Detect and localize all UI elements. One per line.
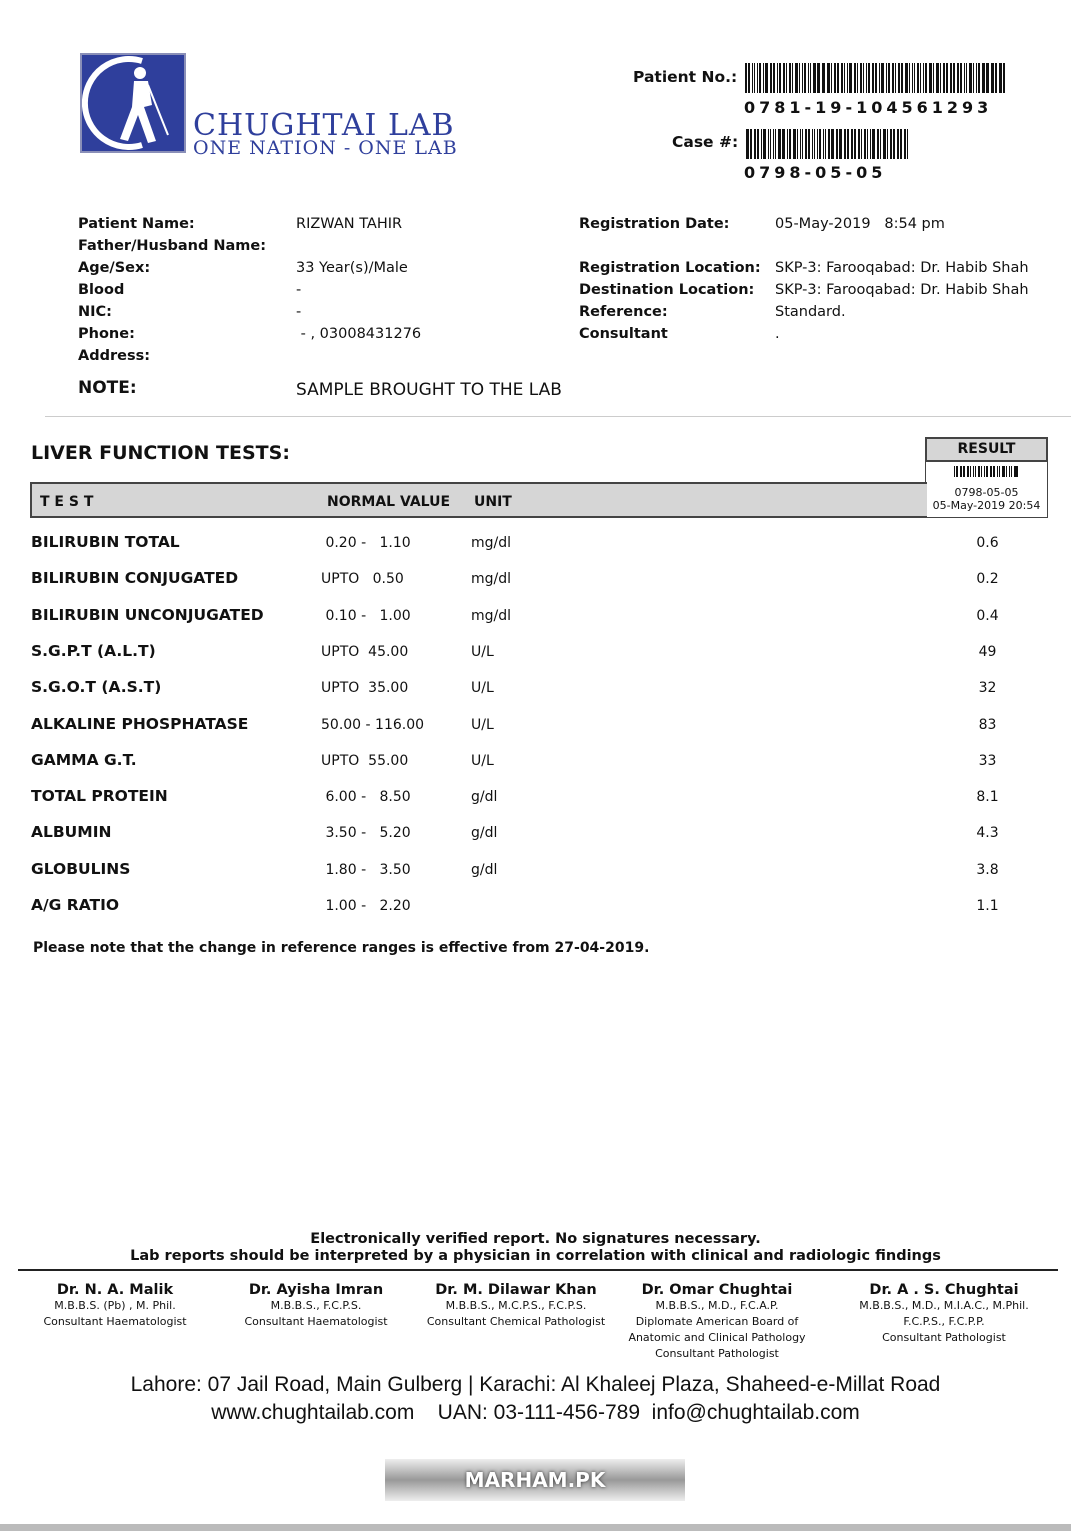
table-header [30, 482, 927, 518]
barcode-bar [978, 63, 981, 93]
barcode-bar [827, 63, 830, 93]
barcode-bar [765, 63, 768, 93]
barcode-bar [804, 63, 806, 93]
table-row [0, 680, 1071, 700]
barcode-bar [872, 129, 875, 159]
barcode-bar [986, 466, 988, 477]
barcode-bar [904, 129, 906, 159]
test-name: ALKALINE PHOSPHATASE [31, 714, 249, 733]
interpret-note: Lab reports should be interpreted by a physician in correlation with clinical and radiologic findings [130, 1248, 941, 1264]
barcode-bar [967, 466, 969, 477]
barcode-bar [1014, 466, 1015, 477]
patient-no: 0781-19-104561293 [744, 98, 993, 117]
normal-value: UPTO 0.50 [321, 571, 404, 588]
barcode-bar [981, 466, 983, 477]
result-case: 0798-05-05 [954, 486, 1019, 499]
doctor-name: Dr. M. Dilawar Khan [435, 1282, 597, 1298]
barcode-bar [844, 129, 847, 159]
barcode-bar [858, 129, 860, 159]
doctor-name: Dr. A . S. Chughtai [869, 1282, 1019, 1298]
doctor-credit [844, 1282, 1044, 1346]
barcode-bar [993, 466, 995, 477]
result-value: 8.1 [976, 789, 999, 806]
normal-value: 6.00 - 8.50 [321, 789, 411, 806]
barcode-bar [817, 129, 818, 159]
normal-value: UPTO 55.00 [321, 752, 409, 769]
footer-divider [18, 1269, 1058, 1271]
barcode-bar [898, 63, 900, 93]
barcode-bar [973, 63, 974, 93]
page-bottom-edge [0, 1524, 1071, 1531]
barcode-bar [905, 63, 908, 93]
barcode-bar [802, 63, 804, 93]
barcode-bar [870, 129, 871, 159]
test-name: S.G.O.T (A.S.T) [31, 678, 162, 697]
barcode-bar [857, 63, 858, 93]
normal-value: 1.00 - 2.20 [321, 898, 411, 914]
barcode-bar [805, 129, 807, 159]
result-value: 49 [978, 643, 997, 660]
barcode-bar [847, 129, 849, 159]
unit: g/dl [471, 789, 498, 806]
barcode-bar [917, 63, 919, 93]
result-value: 32 [978, 680, 997, 697]
barcode-bar [808, 129, 811, 159]
registration-field-label: Destination Location: [579, 282, 755, 298]
doctor-qualification: Consultant Haematologist [244, 1315, 388, 1328]
barcode-bar [900, 129, 902, 159]
unit: mg/dl [471, 607, 512, 624]
barcode-bar [986, 63, 989, 93]
barcode-bar [1002, 466, 1004, 477]
barcode-bar [823, 129, 824, 159]
barcode-bar [831, 129, 834, 159]
doctor-qualification: Consultant Chemical Pathologist [426, 1315, 606, 1328]
unit: U/L [471, 680, 494, 697]
registration-field-value: . [775, 326, 780, 342]
result-barcode [954, 466, 1020, 477]
unit: g/dl [471, 861, 498, 878]
barcode-bar [795, 63, 798, 93]
barcode-bar [969, 63, 972, 93]
barcode-bar [861, 129, 863, 159]
registration-field-label: Consultant [579, 326, 668, 342]
test-name: GAMMA G.T. [31, 750, 137, 769]
doctor-name: Dr. Ayisha Imran [248, 1282, 384, 1298]
doctor-qualification: M.B.B.S., M.C.P.S., F.C.P.S. [445, 1299, 587, 1312]
barcode-bar [814, 129, 815, 159]
barcode-bar [750, 129, 752, 159]
doctor-qualification: M.B.B.S., M.D., F.C.A.P. [655, 1299, 779, 1312]
test-name: S.G.P.T (A.L.T) [31, 641, 156, 660]
registration-field-label: Registration Location: [579, 260, 761, 276]
barcode-bar [775, 129, 776, 159]
barcode-bar [957, 63, 959, 93]
barcode-bar [936, 63, 939, 93]
barcode-bar [777, 63, 778, 93]
barcode-bar [982, 63, 985, 93]
barcode-bar [1003, 63, 1005, 93]
table-row [0, 535, 1071, 555]
barcode-bar [997, 466, 998, 477]
doctor-qualification: Consultant Pathologist [655, 1347, 779, 1360]
doctor-name: Dr. Omar Chughtai [641, 1282, 793, 1298]
registration-field-value: Standard. [775, 304, 846, 320]
patient-field-value: 33 Year(s)/Male [296, 260, 408, 276]
unit: U/L [471, 752, 494, 769]
barcode-bar [849, 63, 852, 93]
doctor-qualification: Anatomic and Clinical Pathology [628, 1331, 806, 1344]
result-datetime: 05-May-2019 20:54 [932, 499, 1041, 512]
doctor-name: Dr. N. A. Malik [56, 1282, 174, 1298]
barcode-bar [1009, 466, 1010, 477]
barcode-bar [813, 63, 816, 93]
barcode-bar [800, 129, 801, 159]
barcode-bar [895, 63, 896, 93]
barcode-bar [757, 63, 759, 93]
barcode-bar [763, 129, 766, 159]
barcode-bar [773, 129, 775, 159]
barcode-bar [823, 63, 825, 93]
barcode-bar [831, 63, 832, 93]
barcode-bar [789, 63, 791, 93]
barcode-bar [799, 63, 800, 93]
barcode-bar [757, 129, 759, 159]
barcode-bar [819, 129, 821, 159]
result-box [925, 462, 1048, 518]
barcode-bar [875, 63, 877, 93]
barcode-bar [817, 63, 820, 93]
test-name: ALBUMIN [31, 823, 112, 842]
barcode-bar [907, 129, 908, 159]
barcode-bar [768, 129, 769, 159]
test-name: BILIRUBIN TOTAL [31, 533, 180, 551]
barcode-bar [860, 63, 862, 93]
barcode-bar [746, 129, 749, 159]
logo-tagline: ONE NATION - ONE LAB [193, 137, 458, 159]
patient-field-value: - [296, 304, 302, 320]
note-label: NOTE: [78, 378, 137, 398]
section-title: LIVER FUNCTION TESTS: [31, 442, 290, 464]
normal-value: UPTO 35.00 [321, 680, 409, 697]
barcode-bar [991, 63, 994, 93]
barcode-bar [888, 63, 891, 93]
table-row [0, 825, 1071, 845]
patient-field-value: - [296, 282, 302, 298]
doctor-qualification: M.B.B.S., F.C.P.S. [270, 1299, 362, 1312]
barcode-bar [892, 63, 894, 93]
barcode-bar [792, 63, 793, 93]
barcode-bar [745, 63, 747, 93]
case-barcode [746, 129, 910, 159]
test-name: TOTAL PROTEIN [31, 787, 168, 806]
patient-field-label: Address: [78, 348, 151, 364]
doctor-credit [216, 1282, 416, 1330]
barcode-bar [1011, 466, 1012, 477]
doctor-qualification: F.C.P.S., F.C.P.P. [903, 1315, 985, 1328]
barcode-bar [1006, 466, 1008, 477]
barcode-bar [851, 129, 853, 159]
barcode-bar [966, 63, 967, 93]
barcode-bar [854, 63, 856, 93]
doctor-qualification: M.B.B.S., M.D., M.I.A.C., M.Phil. [859, 1299, 1029, 1312]
barcode-bar [797, 129, 798, 159]
barcode-bar [1015, 466, 1017, 477]
barcode-bar [978, 466, 980, 477]
barcode-bar [754, 63, 755, 93]
result-value: 1.1 [976, 898, 999, 914]
note-value: SAMPLE BROUGHT TO THE LAB [296, 380, 562, 400]
result-value: 33 [978, 752, 997, 769]
doctor-credit [416, 1282, 616, 1330]
barcode-bar [912, 63, 913, 93]
unit: mg/dl [471, 571, 512, 588]
barcode-bar [923, 63, 924, 93]
barcode-bar [897, 129, 900, 159]
test-name: BILIRUBIN CONJUGATED [31, 569, 239, 588]
col-test: T E S T [40, 494, 94, 510]
barcode-bar [864, 129, 866, 159]
registration-field-value: SKP-3: Farooqabad: Dr. Habib Shah [775, 260, 1029, 276]
table-row [0, 898, 1071, 918]
normal-value: 0.10 - 1.00 [321, 607, 411, 624]
watermark: MARHAM.PK [385, 1459, 685, 1501]
table-row [0, 859, 1071, 882]
barcode-bar [763, 63, 764, 93]
normal-value: 3.50 - 5.20 [321, 825, 411, 842]
barcode-bar [854, 129, 856, 159]
patient-field-label: Father/Husband Name: [78, 238, 267, 254]
barcode-bar [754, 129, 757, 159]
walking-man-icon [82, 55, 184, 151]
barcode-bar [963, 466, 965, 477]
test-name: A/G RATIO [31, 896, 120, 914]
barcode-bar [847, 63, 848, 93]
barcode-bar [956, 466, 958, 477]
result-header: RESULT [925, 437, 1048, 462]
barcode-bar [822, 63, 823, 93]
barcode-bar [782, 129, 785, 159]
result-value: 4.3 [976, 825, 999, 842]
barcode-bar [834, 63, 836, 93]
doctor-qualification: Diplomate American Board of [635, 1315, 799, 1328]
barcode-bar [920, 63, 921, 93]
logo-emblem [80, 53, 186, 153]
normal-value: 50.00 - 116.00 [321, 716, 425, 733]
barcode-bar [976, 63, 977, 93]
doctor-qualification: M.B.B.S. (Pb) , M. Phil. [54, 1299, 176, 1312]
barcode-bar [929, 63, 932, 93]
barcode-bar [867, 129, 868, 159]
divider [45, 416, 1071, 417]
doctor-qualification: Consultant Pathologist [882, 1331, 1006, 1344]
barcode-bar [946, 63, 948, 93]
col-normal: NORMAL VALUE [327, 494, 451, 510]
logo-name: CHUGHTAI LAB [193, 108, 455, 143]
table-row [0, 714, 1071, 737]
barcode-bar [866, 63, 867, 93]
barcode-bar [933, 63, 935, 93]
doctor-credit [617, 1282, 817, 1362]
barcode-bar [954, 466, 956, 477]
barcode-bar [841, 63, 844, 93]
barcode-bar [778, 129, 781, 159]
result-value: 3.8 [976, 861, 999, 878]
case-no: 0798-05-05 [744, 163, 887, 182]
patient-field-label: Blood [78, 282, 125, 298]
barcode-bar [812, 129, 813, 159]
barcode-bar [960, 63, 962, 93]
barcode-bar [808, 63, 809, 93]
table-row [0, 605, 1071, 628]
barcode-bar [793, 129, 796, 159]
table-row [0, 789, 1071, 809]
barcode-bar [950, 63, 952, 93]
verified-note: Electronically verified report. No signatures necessary. [310, 1231, 761, 1247]
barcode-bar [779, 63, 782, 93]
barcode-bar [868, 63, 871, 93]
patient-no-label: Patient No.: [633, 68, 738, 86]
barcode-bar [839, 129, 842, 159]
case-label: Case #: [672, 133, 739, 151]
barcode-bar [886, 63, 887, 93]
patient-field-label: Patient Name: [78, 216, 195, 232]
barcode-bar [887, 129, 888, 159]
barcode-bar [890, 129, 892, 159]
barcode-bar [786, 63, 787, 93]
registration-field-label: Reference: [579, 304, 668, 320]
barcode-bar [880, 129, 881, 159]
barcode-bar [844, 63, 845, 93]
barcode-bar [752, 63, 753, 93]
result-value: 0.2 [976, 571, 999, 588]
barcode-bar [761, 129, 762, 159]
patient-field-label: Phone: [78, 326, 135, 342]
barcode-bar [877, 129, 880, 159]
result-value: 0.6 [976, 535, 999, 551]
barcode-bar [990, 466, 992, 477]
unit: U/L [471, 643, 494, 660]
barcode-bar [995, 63, 998, 93]
patient-barcode [745, 63, 1007, 93]
normal-value: 1.80 - 3.50 [321, 861, 411, 878]
unit: U/L [471, 716, 494, 733]
barcode-bar [999, 63, 1002, 93]
barcode-bar [975, 466, 976, 477]
doctor-qualification: Consultant Haematologist [43, 1315, 187, 1328]
barcode-bar [960, 466, 962, 477]
test-name: GLOBULINS [31, 859, 131, 878]
barcode-bar [940, 63, 941, 93]
barcode-bar [999, 466, 1001, 477]
barcode-bar [836, 129, 838, 159]
barcode-bar [893, 129, 895, 159]
barcode-bar [810, 63, 811, 93]
col-unit: UNIT [474, 494, 512, 510]
patient-field-value: - , 03008431276 [296, 326, 422, 342]
barcode-bar [881, 63, 884, 93]
barcode-bar [984, 466, 985, 477]
normal-value: UPTO 45.00 [321, 643, 409, 660]
unit: g/dl [471, 825, 498, 842]
patient-field-label: Age/Sex: [78, 260, 151, 276]
barcode-bar [909, 63, 911, 93]
barcode-bar [825, 129, 826, 159]
barcode-bar [901, 63, 903, 93]
barcode-bar [828, 129, 831, 159]
doctor-credit [15, 1282, 215, 1330]
table-row [0, 641, 1071, 664]
unit: mg/dl [471, 535, 512, 551]
barcode-bar [925, 63, 927, 93]
table-row [0, 750, 1071, 773]
patient-field-label: NIC: [78, 304, 112, 320]
barcode-bar [837, 63, 839, 93]
barcode-bar [770, 129, 771, 159]
contact: www.chughtailab.com UAN: 03-111-456-789 info@chughtailab.com [211, 1401, 860, 1424]
barcode-bar [863, 63, 864, 93]
normal-value: 0.20 - 1.10 [321, 535, 411, 551]
test-name: BILIRUBIN UNCONJUGATED [31, 605, 264, 624]
barcode-bar [879, 63, 880, 93]
result-value: 83 [978, 716, 997, 733]
barcode-bar [914, 63, 915, 93]
barcode-bar [759, 63, 761, 93]
table-row [0, 571, 1071, 591]
barcode-bar [787, 129, 788, 159]
barcode-bar [748, 63, 750, 93]
barcode-bar [973, 466, 974, 477]
barcode-bar [953, 63, 956, 93]
barcode-bar [773, 63, 775, 93]
barcode-bar [783, 63, 785, 93]
barcode-bar [872, 63, 874, 93]
registration-field-value: 05-May-2019 8:54 pm [775, 216, 945, 232]
barcode-bar [943, 63, 945, 93]
barcode-bar [970, 466, 972, 477]
barcode-bar [802, 129, 803, 159]
barcode-bar [964, 63, 965, 93]
patient-field-value: RIZWAN TAHIR [296, 216, 403, 232]
barcode-bar [770, 63, 772, 93]
barcode-bar [789, 129, 792, 159]
result-value: 0.4 [976, 607, 999, 624]
reference-remark: Please note that the change in reference ranges is effective from 27-04-2019. [33, 940, 650, 956]
address: Lahore: 07 Jail Road, Main Gulberg | Karachi: Al Khaleej Plaza, Shaheed-e-Millat Road [130, 1373, 941, 1396]
registration-field-value: SKP-3: Farooqabad: Dr. Habib Shah [775, 282, 1029, 298]
barcode-bar [883, 129, 886, 159]
registration-field-label: Registration Date: [579, 216, 730, 232]
